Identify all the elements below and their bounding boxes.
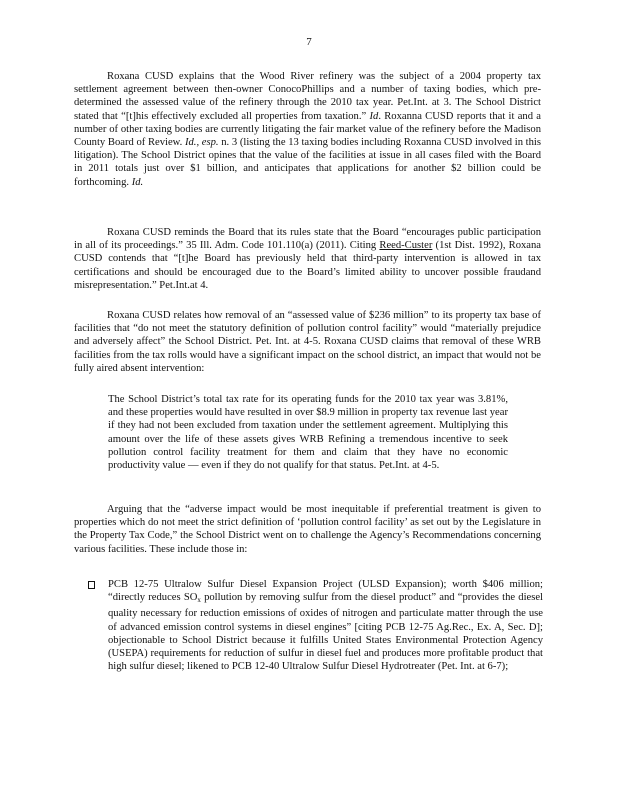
page-number: 7 xyxy=(306,36,312,48)
citation-id: Id. xyxy=(184,137,197,149)
paragraph-text: Roxana CUSD explains that the Wood River refinery was the subject of a 2004 property tax settlement agreement between then-owner ConocoPhillips and a number of taxing bodies, which pre-determined the assessed value of the refinery through the 2010 tax year. Pet.Int. at 3. The School District stated that “[t]his effectively excluded all properties from taxation.” xyxy=(74,71,541,122)
paragraph-text: Roxana CUSD reminds the Board that its rules state that the Board “encourages public participation in all of its proceedings.” 35 Ill. Adm. Code 101.110(a) (2011). Citing xyxy=(74,227,541,252)
block-quote xyxy=(108,393,508,472)
case-citation-link[interactable]: Reed-Custer xyxy=(379,240,433,252)
paragraph-roxana-explains xyxy=(74,70,541,189)
paragraph-adverse-impact xyxy=(74,503,541,556)
paragraph-text: Arguing that the “adverse impact would be most inequitable if preferential treatment is given to properties which do not meet the strict definition of ‘pollution control facility’ as set out by the Legislature in the Property Tax Code,” the School District went on to challenge the Agency’s Recommendations concerning various facilities. These include those in: xyxy=(74,504,541,555)
quote-text: The School District’s total tax rate for its operating funds for the 2010 tax year was 3.81%, and these properties would have resulted in over $8.9 million in property tax revenue last year if they had not been excluded from taxation under the settlement agreement. Multiplying this amount over the life of these assets gives WRB Refining a tremendous incentive to seek pollution control facility treatment for them and claim that they have no economic productivity value — even if they do not qualify for that status. Pet.Int. at 4-5. xyxy=(108,394,508,472)
paragraph-text: n. 3 (listing the 13 taxing bodies including Roxanna CUSD involved in this litigation). The School District opines that the value of the facilities at issue in all cases filed with the Board in 2011 totals just over $1 billion, and anticipates that applications for another $2 billion could be forthcoming. xyxy=(74,137,541,188)
paragraph-text: Roxana CUSD relates how removal of an “assessed value of $236 million” to its property tax base of facilities that “do not meet the statutory definition of pollution control facility” would “materially prejudice and adversely affect” the School District. Pet. Int. at 4-5. Roxana CUSD claims that removal of these WRB facilities from the tax rolls would have a significant impact on the school district, an impact that would not be fully aired absent intervention: xyxy=(74,310,541,374)
paragraph-text: (1st Dist. 1992), Roxana CUSD contends that “[t]he Board has previously held that third-party intervention is allowed in tax certifications and should be encouraged due to the Board’s limited ability to uncover possible fraudand misrepresentation.” Pet.Int.at 4. xyxy=(74,240,542,291)
subscript-x: x xyxy=(197,596,201,605)
citation-id: Id. xyxy=(131,176,144,188)
list-item-text: PCB 12-75 Ultralow Sulfur Diesel Expansion Project (ULSD Expansion); worth $406 million; “directly reduces SO xyxy=(108,579,543,604)
paragraph-text: . Roxanna CUSD reports that it and a number of other taxing bodies are currently litigating the fair market value of the refinery before the Madison County Board of Review. xyxy=(74,110,541,149)
list-item-text: pollution by removing sulfur from the diesel product” and “provides the diesel quality necessary for reduction emissions of oxides of nitrogen and particulate matter through the use of advanced emission control systems in diesel engines” [citing PCB 12-75 Ag.Rec., Ex. A, Sec. D]; objectionable to School District because it fulfills United States Environmental Protection Agency (USEPA) requirements for reduction of sulfur in diesel fuel and produces more profitable product that high sulfur diesel; likened to PCB 12-40 Ultralow Sulfur Diesel Hydrotreater (Pet. Int. at 6-7); xyxy=(108,592,544,673)
citation-esp: , esp. xyxy=(196,137,219,149)
bullet-box-icon xyxy=(88,581,95,589)
citation-id: Id xyxy=(369,110,379,122)
paragraph-public-participation xyxy=(74,226,541,292)
list-item xyxy=(108,578,543,673)
paragraph-assessed-value xyxy=(74,309,541,375)
